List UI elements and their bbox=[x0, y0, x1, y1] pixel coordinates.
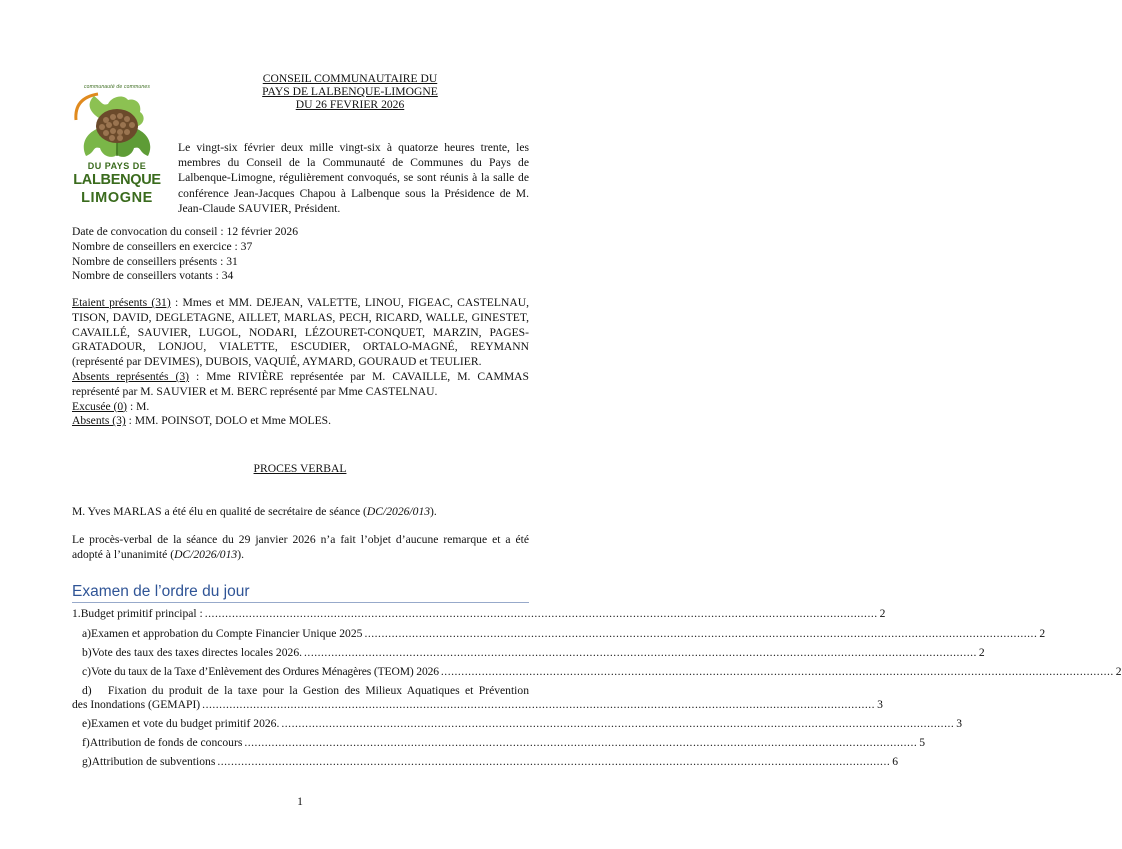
toc-number: b) bbox=[82, 646, 92, 659]
represented-text: : Mme RIVIÈRE représentée par M. CAVAILLE, M. CAMMAS représenté par M. SAUVIER et M. BERC représenté par Mme CASTELNAU. bbox=[72, 369, 529, 398]
toc-item-d[interactable] bbox=[72, 684, 883, 712]
logo-du-text: DU PAYS DE bbox=[87, 161, 147, 171]
decision-ref: DC/2026/013 bbox=[174, 548, 238, 561]
toc-label: Fixation du produit de la taxe pour la Gestion des Milieux Aquatiques et Prévention bbox=[107, 684, 529, 697]
intro-paragraph: Le vingt-six février deux mille vingt-six à quatorze heures trente, les membres du Conseil de la Communauté de Communes du Pays de Lalbenque-Limogne, régulièrement convoqués, se sont réunis à la salle de conférence Jean-Jacques Chapou à Lalbenque sous la Présidence de M. Jean-Claude SAUVIER, Président. bbox=[178, 141, 529, 215]
toc-item-b[interactable] bbox=[82, 646, 985, 659]
toc-item-f[interactable] bbox=[82, 736, 926, 749]
minutes-text: Le procès-verbal de la séance du 29 janvier 2026 n’a fait l’objet d’aucune remarque et a été adopté à l’unanimité ( bbox=[72, 533, 529, 561]
toc-label: Examen et approbation du Compte Financier Unique 2025 bbox=[91, 627, 363, 640]
excused-text: : M. bbox=[127, 399, 150, 413]
stat-line: Date de convocation du conseil : 12 février 2026 bbox=[72, 225, 299, 238]
absent-text: : MM. POINSOT, DOLO et Mme MOLES. bbox=[125, 414, 332, 428]
community-logo bbox=[72, 84, 162, 216]
decision-ref: DC/2026/013 bbox=[366, 505, 431, 518]
logo-limogne-text: LIMOGNE bbox=[81, 190, 153, 206]
toc-page: 2 bbox=[1115, 665, 1122, 678]
toc-label: Vote du taux de la Taxe d’Enlèvement des Ordures Ménagères (TEOM) 2026 bbox=[91, 665, 439, 678]
present-text: : Mmes et MM. DEJEAN, VALETTE, LINOU, FIGEAC, CASTELNAU, TISON, DAVID, DEGLETAGNE, AILLET, MARLAS, PECH, RICARD, WALLE, GINESTET, CAVAILLÉ, SAUVIER, LUGOL, NODARI, LÉZOURET-CONQUET, MARZIN, PAGES-GRATADOUR, LONJOU, VIALETTE, ESCUDIER, ORTALO-MAGNÉ, REYMANN (représenté par DEVIMES), DUBOIS, VAQUIÉ, AYMARD, GOURAUD et TEULIER. bbox=[72, 296, 529, 369]
logo-top-text: communauté de communes bbox=[83, 84, 151, 90]
proces-verbal-text: PROCES VERBAL bbox=[253, 462, 347, 475]
toc-item-e[interactable] bbox=[82, 717, 963, 730]
toc-page: 2 bbox=[879, 607, 886, 620]
title-line-1: CONSEIL COMMUNAUTAIRE DU bbox=[262, 72, 438, 85]
toc-label: Budget primitif principal : bbox=[80, 607, 203, 620]
toc-page: 3 bbox=[956, 717, 963, 730]
toc-item-g[interactable] bbox=[82, 755, 899, 768]
page-number: 1 bbox=[297, 795, 303, 808]
toc-label: Vote des taux des taxes directes locales 2026. bbox=[91, 646, 303, 659]
toc-item-a[interactable] bbox=[82, 627, 1046, 640]
minutes-end: ). bbox=[237, 548, 244, 561]
proces-verbal-heading bbox=[0, 462, 600, 475]
toc-page: 2 bbox=[1039, 627, 1046, 640]
toc-leader: ...................................................................................................................................................................................................... bbox=[202, 698, 876, 711]
toc-label: Examen et vote du budget primitif 2026. bbox=[91, 717, 280, 730]
represented-label: Absents représentés (3) bbox=[72, 369, 190, 383]
toc-page: 5 bbox=[919, 736, 926, 749]
toc-label: Attribution de subventions bbox=[91, 755, 216, 768]
stat-line: Nombre de conseillers votants : 34 bbox=[72, 269, 234, 283]
absent-label: Absents (3) bbox=[72, 414, 126, 428]
secretary-end: ). bbox=[430, 505, 437, 518]
toc-label: Attribution de fonds de concours bbox=[89, 736, 243, 749]
toc-label: des Inondations (GEMAPI) bbox=[72, 698, 201, 711]
toc-number: a) bbox=[82, 627, 92, 640]
toc-leader: ...................................................................................................................................................................................................... bbox=[244, 736, 918, 749]
stat-line: Nombre de conseillers présents : 31 bbox=[72, 254, 238, 268]
toc-page: 3 bbox=[877, 698, 883, 711]
toc-item-1[interactable] bbox=[72, 607, 886, 620]
toc-number: c) bbox=[82, 665, 92, 678]
toc-leader: ...................................................................................................................................................................................................... bbox=[281, 717, 955, 730]
toc-page: 2 bbox=[978, 646, 985, 659]
toc-divider bbox=[72, 602, 529, 603]
toc-heading: Examen de l’ordre du jour bbox=[72, 583, 250, 600]
present-members bbox=[72, 296, 529, 370]
excused-label: Excusée (0) bbox=[72, 399, 128, 413]
represented-members bbox=[72, 370, 529, 400]
stat-line: Nombre de conseillers en exercice : 37 bbox=[72, 239, 253, 253]
toc-leader: ...................................................................................................................................................................................................... bbox=[440, 665, 1114, 678]
attendance-section bbox=[72, 296, 529, 429]
title-line-2: PAYS DE LALBENQUE-LIMOGNE bbox=[262, 85, 438, 98]
title-line-3: DU 26 FEVRIER 2026 bbox=[295, 98, 405, 111]
secretary-text: M. Yves MARLAS a été élu en qualité de secrétaire de séance ( bbox=[72, 505, 367, 518]
logo-lalbenque-text: LALBENQUE bbox=[73, 172, 161, 188]
convocation-stats bbox=[72, 225, 532, 284]
toc-leader: ...................................................................................................................................................................................................... bbox=[217, 755, 891, 768]
excused-members bbox=[72, 400, 529, 415]
minutes-approval-paragraph bbox=[72, 532, 529, 562]
secretary-paragraph bbox=[72, 504, 529, 519]
absent-members bbox=[72, 414, 529, 429]
toc-leader: ...................................................................................................................................................................................................... bbox=[204, 607, 878, 620]
toc-leader: ...................................................................................................................................................................................................... bbox=[364, 627, 1038, 640]
toc-number: d) bbox=[82, 684, 92, 697]
document-title bbox=[240, 72, 460, 111]
toc-leader: ...................................................................................................................................................................................................... bbox=[304, 646, 977, 659]
oak-leaf-truffle-icon bbox=[72, 90, 162, 162]
toc-label-line1 bbox=[72, 684, 529, 698]
toc-number: e) bbox=[82, 717, 92, 730]
present-label: Etaient présents (31) bbox=[72, 296, 171, 309]
toc-page: 6 bbox=[892, 755, 899, 768]
toc-number: 1. bbox=[72, 607, 81, 620]
toc-label-line2 bbox=[72, 698, 883, 712]
toc-item-c[interactable] bbox=[82, 665, 1122, 678]
toc-number: g) bbox=[82, 755, 92, 768]
toc-number: f) bbox=[82, 736, 90, 749]
